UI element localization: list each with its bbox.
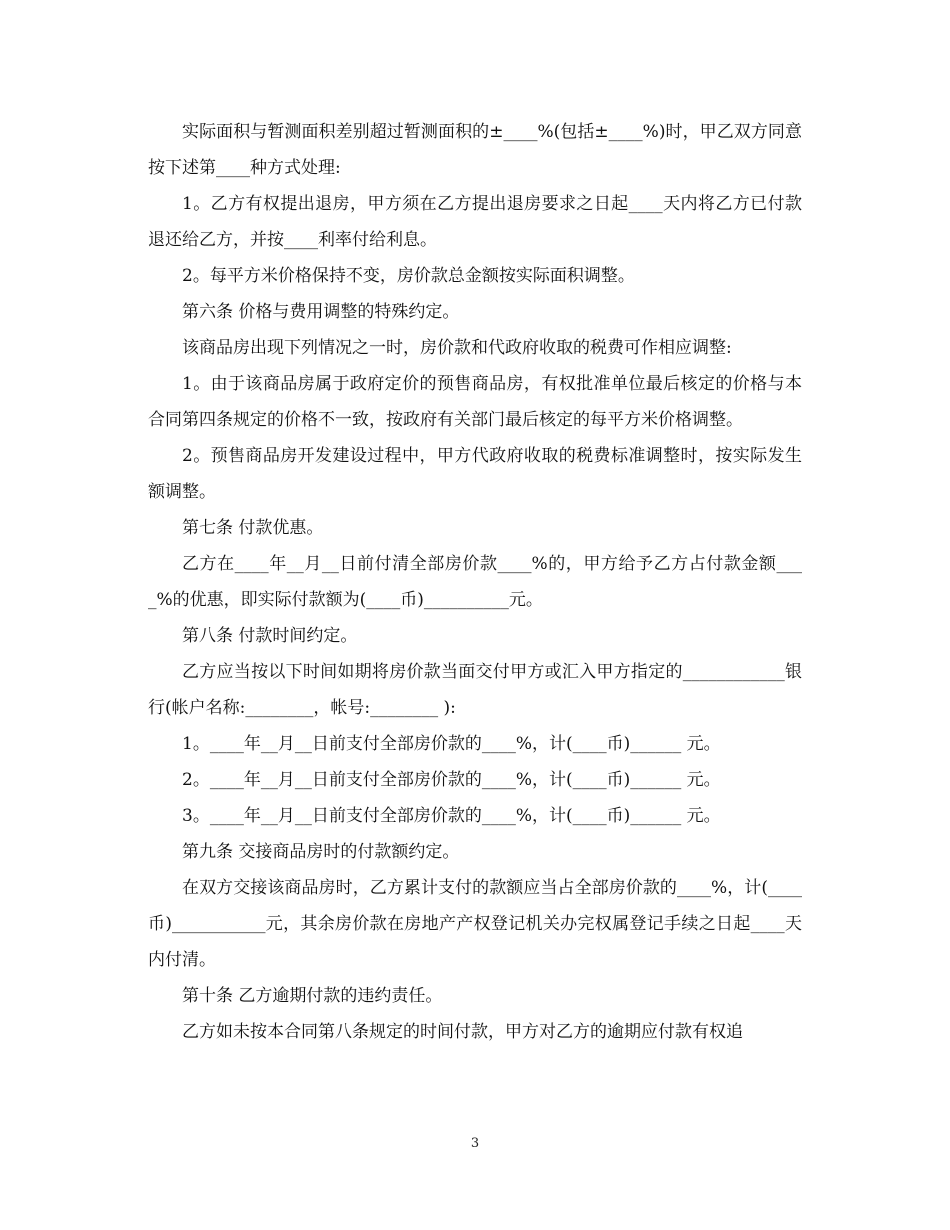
paragraph-article-6-item-2: 2。预售商品房开发建设过程中，甲方代政府收取的税费标准调整时，按实际发生额调整。 — [148, 446, 802, 502]
article-9-heading: 第九条 交接商品房时的付款额约定。 — [182, 842, 460, 862]
paragraph-article-10-body: 乙方如未按本合同第八条规定的时间付款，甲方对乙方的逾期应付款有权追 — [182, 1022, 743, 1042]
paragraph-article-6-item-1: 1。由于该商品房属于政府定价的预售商品房，有权批准单位最后核定的价格与本合同第四条规定的价格不一致，按政府有关部门最后核定的每平方米价格调整。 — [148, 374, 802, 430]
paragraph-article-8-item-3: 3。____年__月__日前支付全部房价款的____%，计(____币)______ 元。 — [182, 806, 721, 826]
paragraph-article-7-body: 乙方在____年__月__日前付清全部房价款____%的，甲方给予乙方占付款金额____%的优惠，即实际付款额为(____币)__________元。 — [148, 554, 802, 610]
article-7-heading: 第七条 付款优惠。 — [182, 518, 324, 538]
article-6-heading: 第六条 价格与费用调整的特殊约定。 — [182, 302, 460, 322]
paragraph-option-2-adjust: 2。每平方米价格保持不变，房价款总金额按实际面积调整。 — [182, 266, 635, 286]
article-10-heading: 第十条 乙方逾期付款的违约责任。 — [182, 986, 443, 1006]
paragraph-option-1-refund: 1。乙方有权提出退房，甲方须在乙方提出退房要求之日起____天内将乙方已付款退还给乙方，并按____利率付给利息。 — [148, 194, 802, 250]
paragraph-article-8-body: 乙方应当按以下时间如期将房价款当面交付甲方或汇入甲方指定的____________银行(帐户名称:________，帐号:________ ): — [148, 662, 802, 718]
paragraph-article-8-item-1: 1。____年__月__日前支付全部房价款的____%，计(____币)______ 元。 — [182, 734, 721, 754]
paragraph-area-difference: 实际面积与暂测面积差别超过暂测面积的±____%(包括±____%)时，甲乙双方同意按下述第____种方式处理: — [148, 122, 802, 178]
paragraph-article-8-item-2: 2。____年__月__日前支付全部房价款的____%，计(____币)______ 元。 — [182, 770, 721, 790]
paragraph-article-9-body: 在双方交接该商品房时，乙方累计支付的款额应当占全部房价款的____%，计(____币)___________元，其余房价款在房地产产权登记机关办完权属登记手续之日起____天内付清。 — [148, 878, 802, 970]
page-number: 3 — [470, 1136, 480, 1151]
paragraph-article-6-intro: 该商品房出现下列情况之一时，房价款和代政府收取的税费可作相应调整: — [182, 338, 732, 358]
document-body — [148, 114, 802, 1050]
article-8-heading: 第八条 付款时间约定。 — [182, 626, 358, 646]
